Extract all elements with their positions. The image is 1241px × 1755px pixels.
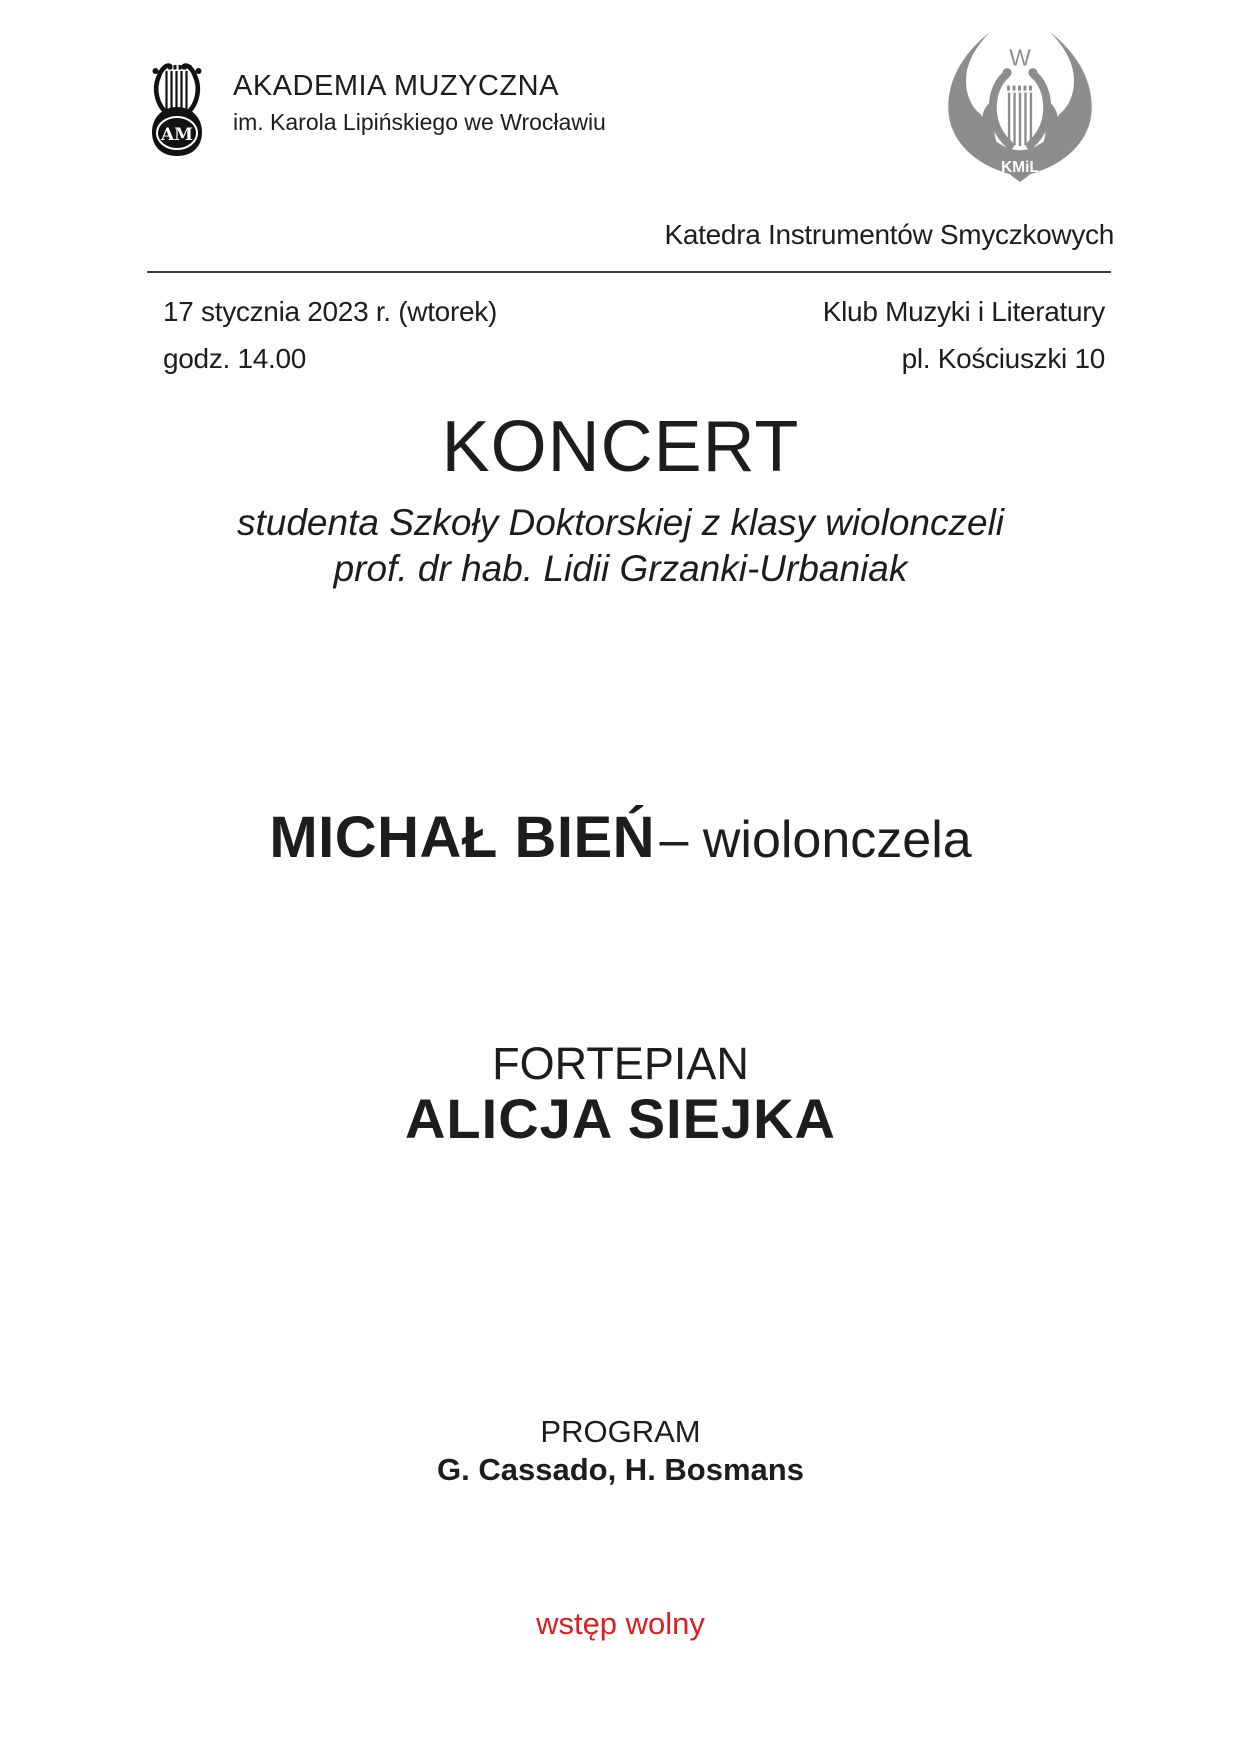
kmil-logo [930, 22, 1110, 191]
academy-text-block [233, 70, 606, 136]
concert-title: KONCERT [441, 407, 800, 487]
event-venue: Klub Muzyki i Literatury [822, 296, 1105, 327]
program-composers: G. Cassado, H. Bosmans [437, 1452, 804, 1487]
academy-lyre-logo [146, 56, 208, 161]
concert-subtitle-line-2: prof. dr hab. Lidii Grzanki-Urbaniak [333, 548, 908, 589]
department-name: Katedra Instrumentów Smyczkowych [664, 219, 1114, 250]
program-heading: PROGRAM [540, 1414, 701, 1449]
performer-instrument: – wiolonczela [659, 811, 972, 869]
event-info-row-1 [163, 296, 1105, 328]
event-info-row-2 [163, 343, 1105, 375]
concert-subtitle-line-1: studenta Szkoły Doktorskiej z klasy wiolonczeli [236, 502, 1005, 543]
lyre-icon [146, 56, 208, 156]
accompanist-role: FORTEPIAN [492, 1038, 749, 1089]
performer-line [0, 804, 1241, 871]
performer-name: MICHAŁ BIEŃ [269, 805, 656, 870]
event-time: godz. 14.00 [163, 343, 307, 374]
kmil-flame-lyre-icon [930, 22, 1110, 186]
kmil-letter-w: W [1009, 44, 1031, 71]
admission-note: wstęp wolny [536, 1606, 705, 1641]
accompanist-name: ALICJA SIEJKA [404, 1087, 836, 1150]
event-address: pl. Kościuszki 10 [901, 343, 1105, 374]
academy-name: AKADEMIA MUZYCZNA [233, 70, 559, 102]
academy-subtitle: im. Karola Lipińskiego we Wrocławiu [233, 109, 606, 135]
event-date: 17 stycznia 2023 r. (wtorek) [163, 296, 497, 327]
academy-monogram: AM [160, 125, 194, 145]
kmil-label: KMiL [1001, 159, 1039, 177]
header-divider [147, 271, 1111, 273]
